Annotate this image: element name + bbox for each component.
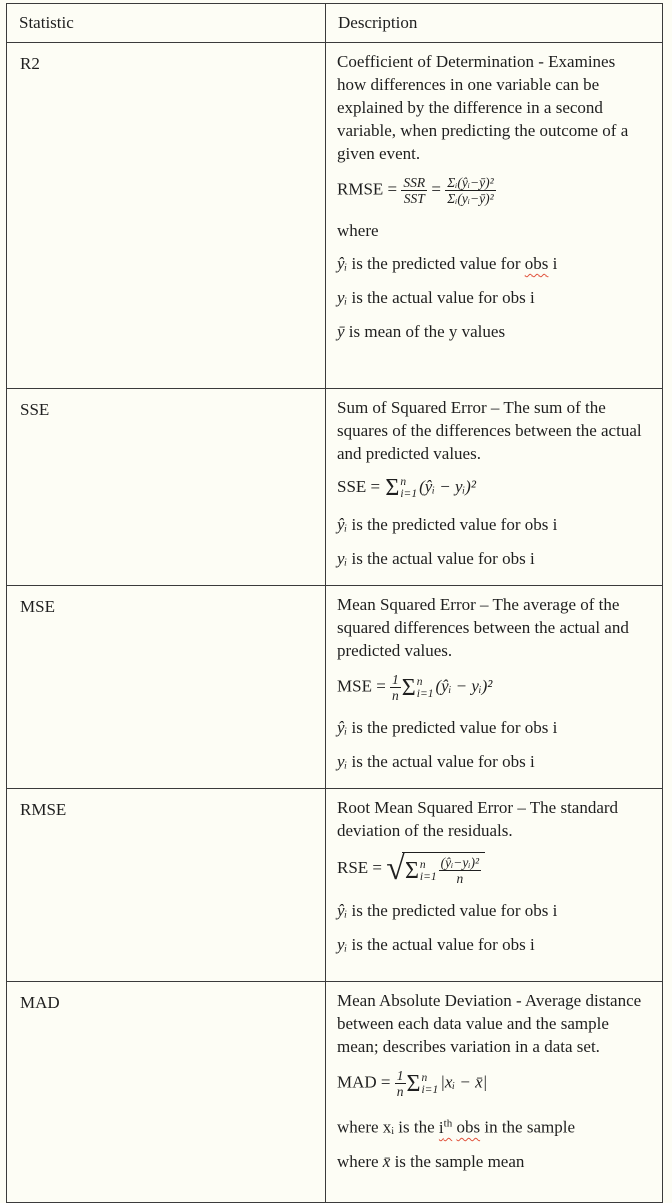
fraction-residuals [439,855,481,886]
fraction-denominator: n [456,871,464,887]
formula-lhs: RMSE = [337,179,402,199]
fraction-numerator: 1 [392,672,399,688]
equals-sign: = [427,179,446,199]
misspelled-obs: obs [456,1117,481,1137]
square-root [386,852,485,886]
header-statistic: Statistic [7,4,326,43]
where-line-xi [337,1112,648,1139]
formula-body: (ŷᵢ − yᵢ)² [435,676,493,696]
summation-limits [421,1072,438,1096]
formula-r2 [337,175,648,206]
yhat-symbol: ŷᵢ [337,515,348,535]
symbol-text: is the actual value for obs i [347,288,535,307]
summation [405,859,437,883]
formula-lhs: RSE = [337,858,387,877]
header-description: Description [326,4,663,43]
yhat-symbol: ŷᵢ [337,254,348,273]
fraction-ssr-sst [401,175,427,206]
description-text: Mean Absolute Deviation - Average distance between each data value and the sample mean; describes variation in a data set. [337,991,642,1057]
fraction-1-n [395,1068,406,1099]
radical-symbol: √ [386,850,405,888]
sigma-symbol: Σ [406,1070,421,1097]
symbol-line-yhat [337,252,648,275]
symbol-line-ybar [337,320,648,343]
fraction-numerator: Σᵢ(ŷᵢ−ȳ)² [447,175,494,190]
fraction-numerator: 1 [396,1068,404,1084]
description-text: Mean Squared Error – The average of the squared differences between the actual and predicted values. [337,595,629,661]
desc-cell-mad [326,982,663,1203]
symbol-text: is the predicted value for obs i [347,718,558,738]
limit-lower: i=1 [416,687,434,700]
summation [407,1072,439,1096]
y-symbol: yᵢ [337,752,348,772]
fraction-denominator: n [396,1084,404,1100]
description-text: Sum of Squared Error – The sum of the squares of the differences between the actual and predicted values. [337,398,642,463]
limit-lower: i=1 [400,488,418,501]
y-symbol: yᵢ [337,549,348,569]
xbar-symbol: x̄ [382,1151,391,1171]
root-body [402,852,485,886]
desc-cell-r2 [326,43,663,389]
symbol-text: is the predicted value for obs i [347,515,558,535]
symbol-line-yhat [337,716,648,739]
header-row [7,4,663,43]
row-mad [7,982,663,1203]
yhat-symbol: ŷᵢ [337,718,348,738]
fraction-sums [445,175,495,206]
fraction-numerator: SSR [403,175,426,190]
yhat-symbol: ŷᵢ [337,901,348,921]
stat-label-sse: SSE [7,389,326,586]
misspelled-obs: obs [524,254,549,273]
ith-base: i [438,1117,444,1137]
misspelled-ith [439,1118,452,1137]
row-mse [7,586,663,789]
where-line-xbar [337,1150,648,1173]
desc-cell-rmse [326,789,663,982]
summation-limits [400,476,417,500]
stat-label-rmse: RMSE [7,789,326,982]
y-symbol: yᵢ [337,288,348,307]
desc-cell-mse [326,586,663,789]
fraction-denominator: n [392,688,399,704]
symbol-text: is mean of the y values [344,322,506,341]
limit-upper: n [419,858,426,871]
description-text: Coefficient of Determination - Examines how differences in one variable can be explained by the difference in a second variable, when predicting the outcome of a given event. [337,52,629,163]
symbol-text: is the predicted value for [347,254,525,273]
symbol-line-y [337,547,648,570]
symbol-text-tail: i [548,254,558,273]
formula-lhs: MAD = [337,1072,395,1092]
symbol-text: is the actual value for obs i [347,752,535,772]
symbol-text: where xᵢ is the [337,1117,439,1137]
symbol-text-tail: in the sample [480,1117,575,1137]
formula-mse [337,672,648,703]
desc-cell-sse [326,389,663,586]
symbol-line-y [337,286,648,309]
statistics-table [6,3,663,1203]
limit-upper: n [416,675,423,688]
symbol-text: is the actual value for obs i [347,935,535,955]
sigma-symbol: Σ [385,475,400,502]
symbol-text: is the predicted value for obs i [347,901,558,921]
symbol-line-yhat [337,899,648,922]
y-symbol: yᵢ [337,935,348,955]
limit-upper: n [421,1071,428,1084]
where-label: where [337,221,379,240]
formula-sse [337,475,648,500]
symbol-line-y [337,933,648,956]
ybar-symbol: ȳ [337,322,345,341]
stat-label-r2: R2 [7,43,326,389]
formula-body: (ŷᵢ − yᵢ)² [419,477,476,496]
ith-superscript: th [443,1117,453,1130]
stat-label-mad: MAD [7,982,326,1203]
symbol-text-tail: is the sample mean [390,1151,525,1171]
symbol-line-y [337,750,648,773]
formula-lhs: SSE = [337,477,385,496]
limit-lower: i=1 [419,870,437,883]
symbol-text: where [337,1151,383,1171]
formula-mad [337,1068,648,1099]
formula-rmse [337,852,648,886]
symbol-line-yhat [337,513,648,536]
sigma-symbol: Σ [401,674,416,701]
symbol-text: is the actual value for obs i [347,549,535,569]
row-sse [7,389,663,586]
fraction-1-n [390,672,401,703]
fraction-denominator: SST [403,191,425,206]
summation-limits [417,676,434,700]
summation-limits [420,859,437,883]
row-r2 [7,43,663,389]
stat-label-mse: MSE [7,586,326,789]
formula-lhs: MSE = [337,676,391,696]
summation [402,676,434,700]
sigma-symbol: Σ [404,857,419,884]
limit-upper: n [400,476,407,489]
row-rmse [7,789,663,982]
summation [385,476,417,500]
limit-lower: i=1 [421,1083,439,1096]
formula-body: |xᵢ − x̄| [440,1072,488,1092]
fraction-numerator: (ŷᵢ−yᵢ)² [440,855,480,871]
fraction-denominator: Σᵢ(yᵢ−ȳ)² [447,191,494,206]
description-text: Root Mean Squared Error – The standard deviation of the residuals. [337,798,619,841]
